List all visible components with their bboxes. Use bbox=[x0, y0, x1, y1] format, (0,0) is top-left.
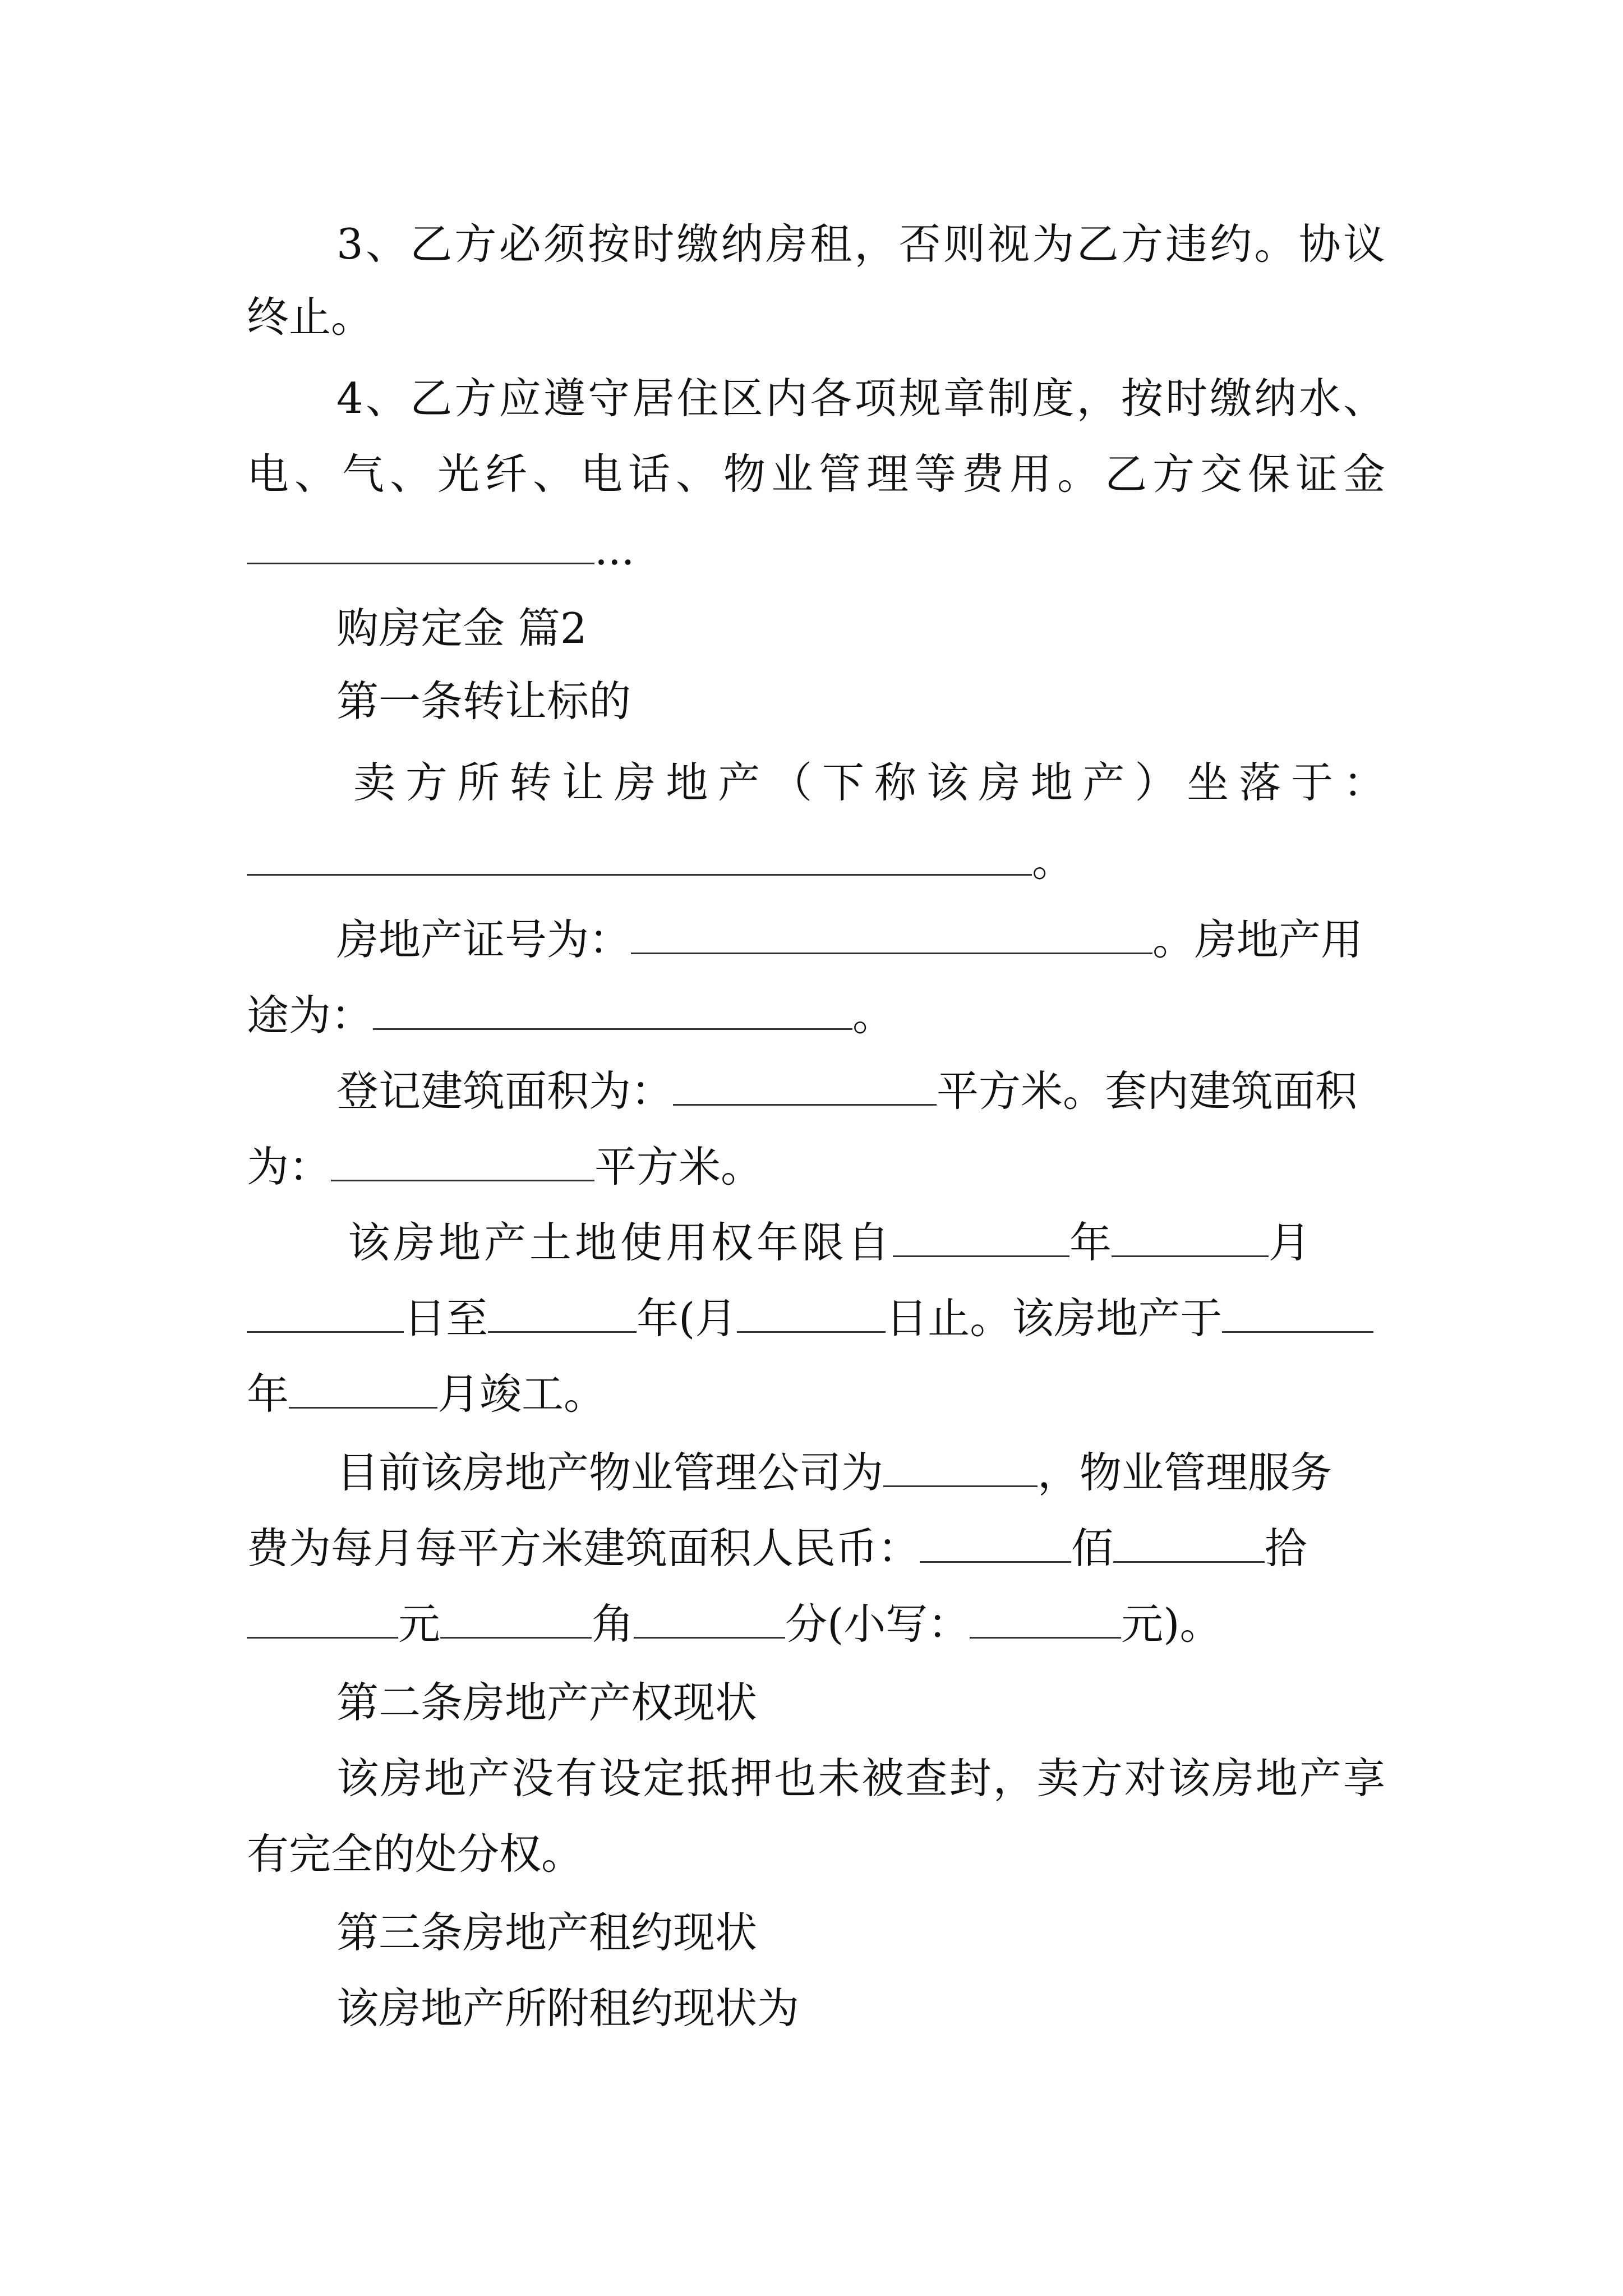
blank-line bbox=[920, 1526, 1071, 1563]
blank-line bbox=[488, 1296, 637, 1333]
blank-line bbox=[247, 839, 1032, 876]
article-heading: 第二条房地产产权现状 bbox=[336, 1678, 758, 1727]
blank-line bbox=[373, 993, 852, 1030]
blank-line bbox=[247, 528, 594, 564]
blank-line bbox=[970, 1602, 1121, 1639]
text-line: 3、乙方必须按时缴纳房租，否则视为乙方违约。协议 bbox=[336, 219, 1385, 269]
blank-line bbox=[893, 1221, 1069, 1257]
blank-line bbox=[673, 1069, 937, 1106]
blank-line bbox=[631, 918, 1152, 954]
text-line: 该房地产土地使用权年限自 年 月 bbox=[348, 1218, 1311, 1267]
text-line: 年 月竣工。 bbox=[247, 1369, 606, 1419]
text-line: ... bbox=[247, 519, 1385, 581]
text-line: 元 角 分(小写： 元)。 bbox=[247, 1593, 1385, 1655]
blank-line bbox=[247, 1296, 404, 1333]
blank-line bbox=[1113, 1526, 1265, 1563]
text-line: 4、乙方应遵守居住区内各项规章制度，按时缴纳水、 bbox=[336, 374, 1385, 423]
blank-line bbox=[737, 1296, 886, 1333]
text-line: 日至 年(月 日止。该房地产于 bbox=[247, 1287, 1385, 1349]
blank-line bbox=[1222, 1296, 1373, 1333]
text-line: 登记建筑面积为： 平方米。套内建筑面积 bbox=[336, 1066, 1358, 1116]
text-line: 为： 平方米。 bbox=[247, 1142, 763, 1191]
article-heading: 第三条房地产租约现状 bbox=[336, 1908, 758, 1957]
text-line: 电、气、光纤、电话、物业管理等费用。乙方交保证金 bbox=[247, 449, 1385, 499]
text-line: 卖方所转让房地产（下称该房地产）坐落于： bbox=[353, 758, 1385, 807]
text-line: 目前该房地产物业管理公司为 ，物业管理服务 bbox=[336, 1448, 1332, 1497]
blank-line bbox=[331, 1145, 594, 1181]
text-line: 途为： 。 bbox=[247, 991, 895, 1040]
blank-line bbox=[440, 1602, 592, 1639]
text-line: 房地产证号为： 。房地产用 bbox=[336, 915, 1363, 964]
blank-line bbox=[289, 1372, 437, 1409]
text-line: 有完全的处分权。 bbox=[247, 1829, 584, 1879]
text-line: 费为每月每平方米建筑面积人民币： 佰 拾 bbox=[247, 1524, 1307, 1573]
section-heading: 购房定金 篇2 bbox=[336, 604, 587, 653]
blank-line bbox=[1112, 1221, 1269, 1257]
text-line: 。 bbox=[247, 830, 1385, 892]
text-line: 终止。 bbox=[247, 292, 374, 342]
text-line: 该房地产所附租约现状为 bbox=[336, 1984, 800, 2033]
blank-line bbox=[247, 1602, 398, 1639]
article-heading: 第一条转让标的 bbox=[336, 677, 631, 726]
text-line: 该房地产没有设定抵押也未被查封，卖方对该房地产享 bbox=[336, 1754, 1385, 1803]
blank-line bbox=[883, 1451, 1038, 1487]
blank-line bbox=[634, 1602, 785, 1639]
